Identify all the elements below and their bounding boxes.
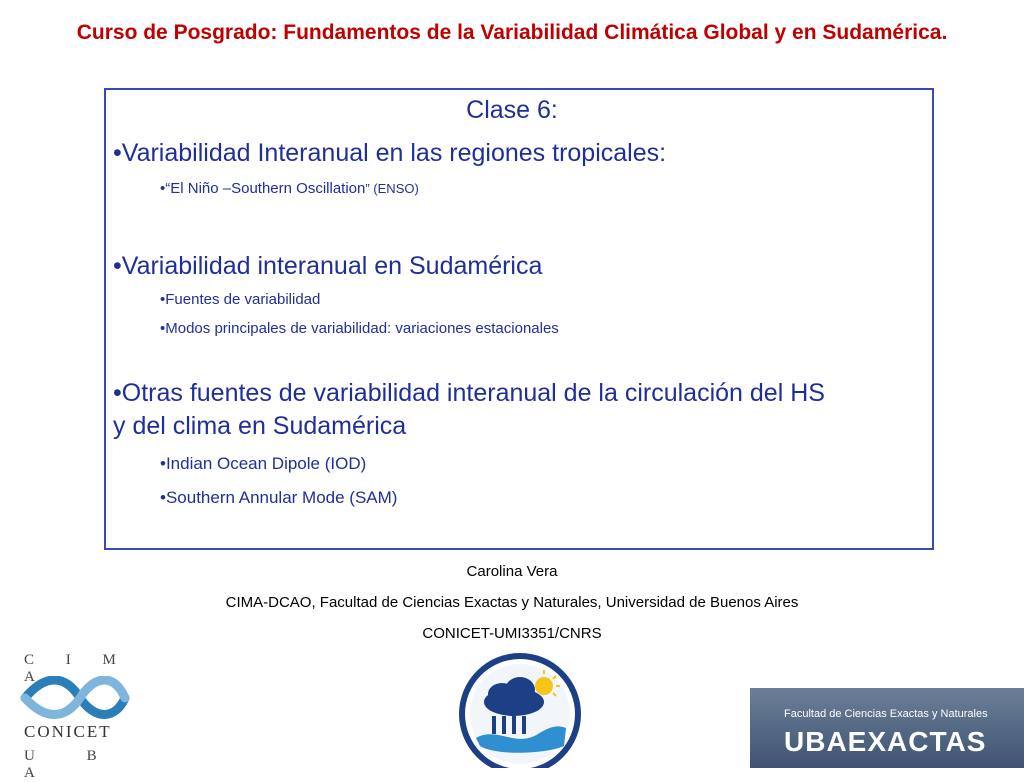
bullet-tropical-variability: •Variabilidad Interanual en las regiones tropicales: <box>113 139 667 167</box>
uba-exactas-logo <box>750 688 1024 768</box>
cima-logo <box>20 652 140 781</box>
cima-wave-icon <box>20 676 130 720</box>
bullet-other-sources <box>113 377 933 443</box>
uba-exactas-text: UBAEXACTAS <box>784 726 987 757</box>
cima-logo-bottom-text: U B A <box>24 748 121 781</box>
bullet-sources: •Fuentes de variabilidad <box>160 291 321 308</box>
cima-logo-mid-text: CONICET <box>24 722 112 741</box>
bullet-enso <box>160 180 419 197</box>
department-logo <box>456 650 584 768</box>
slide-title: Curso de Posgrado: Fundamentos de la Variabilidad Climática Global y en Sudamérica. <box>76 21 948 44</box>
unit-affiliation: CONICET-UMI3351/CNRS <box>422 625 602 642</box>
bullet-other-sources-line1: •Otras fuentes de variabilidad interanual de la circulación del HS <box>113 379 825 407</box>
bullet-sam: •Southern Annular Mode (SAM) <box>160 488 398 507</box>
bullet-enso-main: •“El Niño –Southern Oscillation <box>160 180 366 197</box>
affiliation: CIMA-DCAO, Facultad de Ciencias Exactas y Naturales, Universidad de Buenos Aires <box>225 594 799 611</box>
bullet-main-modes: •Modos principales de variabilidad: variaciones estacionales <box>160 320 559 337</box>
cima-logo-top-text: C I M A <box>24 652 130 685</box>
cloud-rain-wave-icon <box>456 650 584 768</box>
author-name: Carolina Vera <box>466 563 558 580</box>
bullet-iod: •Indian Ocean Dipole (IOD) <box>160 454 367 473</box>
bullet-enso-suffix: ” (ENSO) <box>365 181 419 196</box>
faculty-name-text: Facultad de Ciencias Exactas y Naturales <box>784 708 988 720</box>
bullet-other-sources-line2: y del clima en Sudamérica <box>113 412 407 440</box>
class-heading: Clase 6: <box>466 96 558 124</box>
bullet-south-america-variability: •Variabilidad interanual en Sudamérica <box>113 252 543 280</box>
